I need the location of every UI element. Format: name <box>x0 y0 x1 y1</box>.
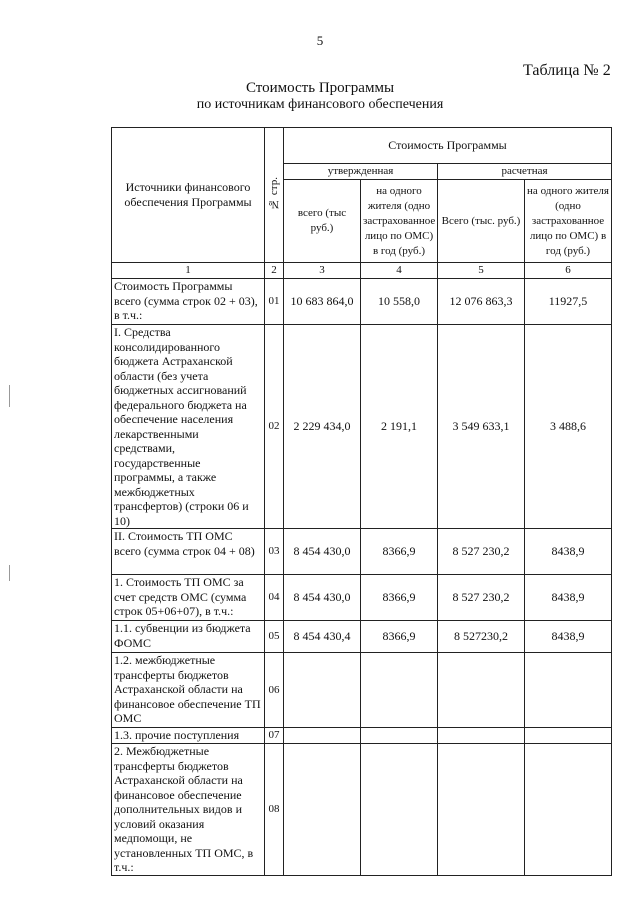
header-source: Источники финансового обеспечения Программы <box>112 128 265 263</box>
cost-table <box>111 127 612 876</box>
row-per-capita-approved: 8366,9 <box>361 529 438 575</box>
column-number: 6 <box>525 263 612 279</box>
table-row <box>112 325 612 529</box>
table-row <box>112 728 612 744</box>
row-total-approved <box>284 653 361 728</box>
row-source: 1.3. прочие поступления <box>112 728 265 744</box>
row-total-calculated: 8 527230,2 <box>438 621 525 653</box>
column-number: 2 <box>265 263 284 279</box>
row-line-no: 07 <box>265 728 284 744</box>
column-number: 3 <box>284 263 361 279</box>
row-per-capita-approved <box>361 728 438 744</box>
header-per-resident: на одного жителя (одно застрахованное лицо по ОМС) в год (руб.) <box>361 180 438 263</box>
row-total-approved: 8 454 430,0 <box>284 529 361 575</box>
row-total-calculated: 8 527 230,2 <box>438 575 525 621</box>
row-source: 1. Стоимость ТП ОМС за счет средств ОМС (сумма строк 05+06+07), в т.ч.: <box>112 575 265 621</box>
row-source: 1.2. межбюджетные трансферты бюджетов Астраханской области на финансовое обеспечение ТП ОМС <box>112 653 265 728</box>
column-number-row <box>112 263 612 279</box>
row-per-capita-calculated: 8438,9 <box>525 529 612 575</box>
row-line-no: 08 <box>265 744 284 876</box>
document-subtitle: по источникам финансового обеспечения <box>196 97 444 112</box>
column-number: 1 <box>112 263 265 279</box>
row-source: II. Стоимость ТП ОМС всего (сумма строк 04 + 08) <box>112 529 265 575</box>
row-total-approved: 10 683 864,0 <box>284 279 361 325</box>
row-total-calculated <box>438 728 525 744</box>
row-total-calculated <box>438 653 525 728</box>
row-line-no: 02 <box>265 325 284 529</box>
column-number: 5 <box>438 263 525 279</box>
header-line-no: № стр. <box>265 128 284 263</box>
row-total-approved <box>284 744 361 876</box>
row-per-capita-calculated <box>525 744 612 876</box>
table-row <box>112 621 612 653</box>
row-line-no: 03 <box>265 529 284 575</box>
column-number: 4 <box>361 263 438 279</box>
row-per-capita-calculated <box>525 728 612 744</box>
row-total-calculated: 12 076 863,3 <box>438 279 525 325</box>
row-per-capita-approved: 8366,9 <box>361 621 438 653</box>
row-per-capita-approved: 10 558,0 <box>361 279 438 325</box>
row-per-capita-approved <box>361 653 438 728</box>
header-total-approved: всего (тыс руб.) <box>284 180 361 263</box>
header-cost: Стоимость Программы <box>284 128 612 164</box>
row-source: Стоимость Программы всего (сумма строк 02 + 03), в т.ч.: <box>112 279 265 325</box>
row-line-no: 04 <box>265 575 284 621</box>
table-row <box>112 744 612 876</box>
row-per-capita-calculated: 8438,9 <box>525 621 612 653</box>
row-line-no: 05 <box>265 621 284 653</box>
row-total-approved: 2 229 434,0 <box>284 325 361 529</box>
row-total-approved: 8 454 430,0 <box>284 575 361 621</box>
row-source: 1.1. субвенции из бюджета ФОМС <box>112 621 265 653</box>
row-line-no: 01 <box>265 279 284 325</box>
table-row <box>112 653 612 728</box>
page-number: 5 <box>316 33 324 48</box>
row-total-calculated: 8 527 230,2 <box>438 529 525 575</box>
row-source: I. Средства консолидированного бюджета Астраханской области (без учета бюджетных ассигнований федерального бюджета на обеспечение населения лекарственными средствами, государственные программы, а также межбюджетных трансфертов) (строки 06 и 10) <box>112 325 265 529</box>
row-per-capita-approved: 2 191,1 <box>361 325 438 529</box>
row-per-capita-calculated: 3 488,6 <box>525 325 612 529</box>
document-title: Стоимость Программы <box>245 80 395 96</box>
header-calculated: расчетная <box>438 164 612 180</box>
row-per-capita-calculated <box>525 653 612 728</box>
row-total-calculated: 3 549 633,1 <box>438 325 525 529</box>
row-per-capita-approved: 8366,9 <box>361 575 438 621</box>
row-total-approved <box>284 728 361 744</box>
row-total-calculated <box>438 744 525 876</box>
header-per-insured: на одного жителя (одно застрахованное лицо по ОМС) в год (руб.) <box>525 180 612 263</box>
scan-margin-mark <box>9 565 10 581</box>
row-line-no: 06 <box>265 653 284 728</box>
table-row <box>112 279 612 325</box>
table-row <box>112 529 612 575</box>
header-total-calculated: Всего (тыс. руб.) <box>438 180 525 263</box>
row-per-capita-calculated: 11927,5 <box>525 279 612 325</box>
header-approved: утвержденная <box>284 164 438 180</box>
table-row <box>112 575 612 621</box>
row-per-capita-approved <box>361 744 438 876</box>
row-source: 2. Межбюджетные трансферты бюджетов Астраханской области на финансовое обеспечение дополнительных видов и условий оказания медпомощи, не установленных ТП ОМС, в т.ч.: <box>112 744 265 876</box>
table-label: Таблица № 2 <box>523 62 611 79</box>
row-total-approved: 8 454 430,4 <box>284 621 361 653</box>
row-per-capita-calculated: 8438,9 <box>525 575 612 621</box>
scan-margin-mark <box>9 385 10 407</box>
